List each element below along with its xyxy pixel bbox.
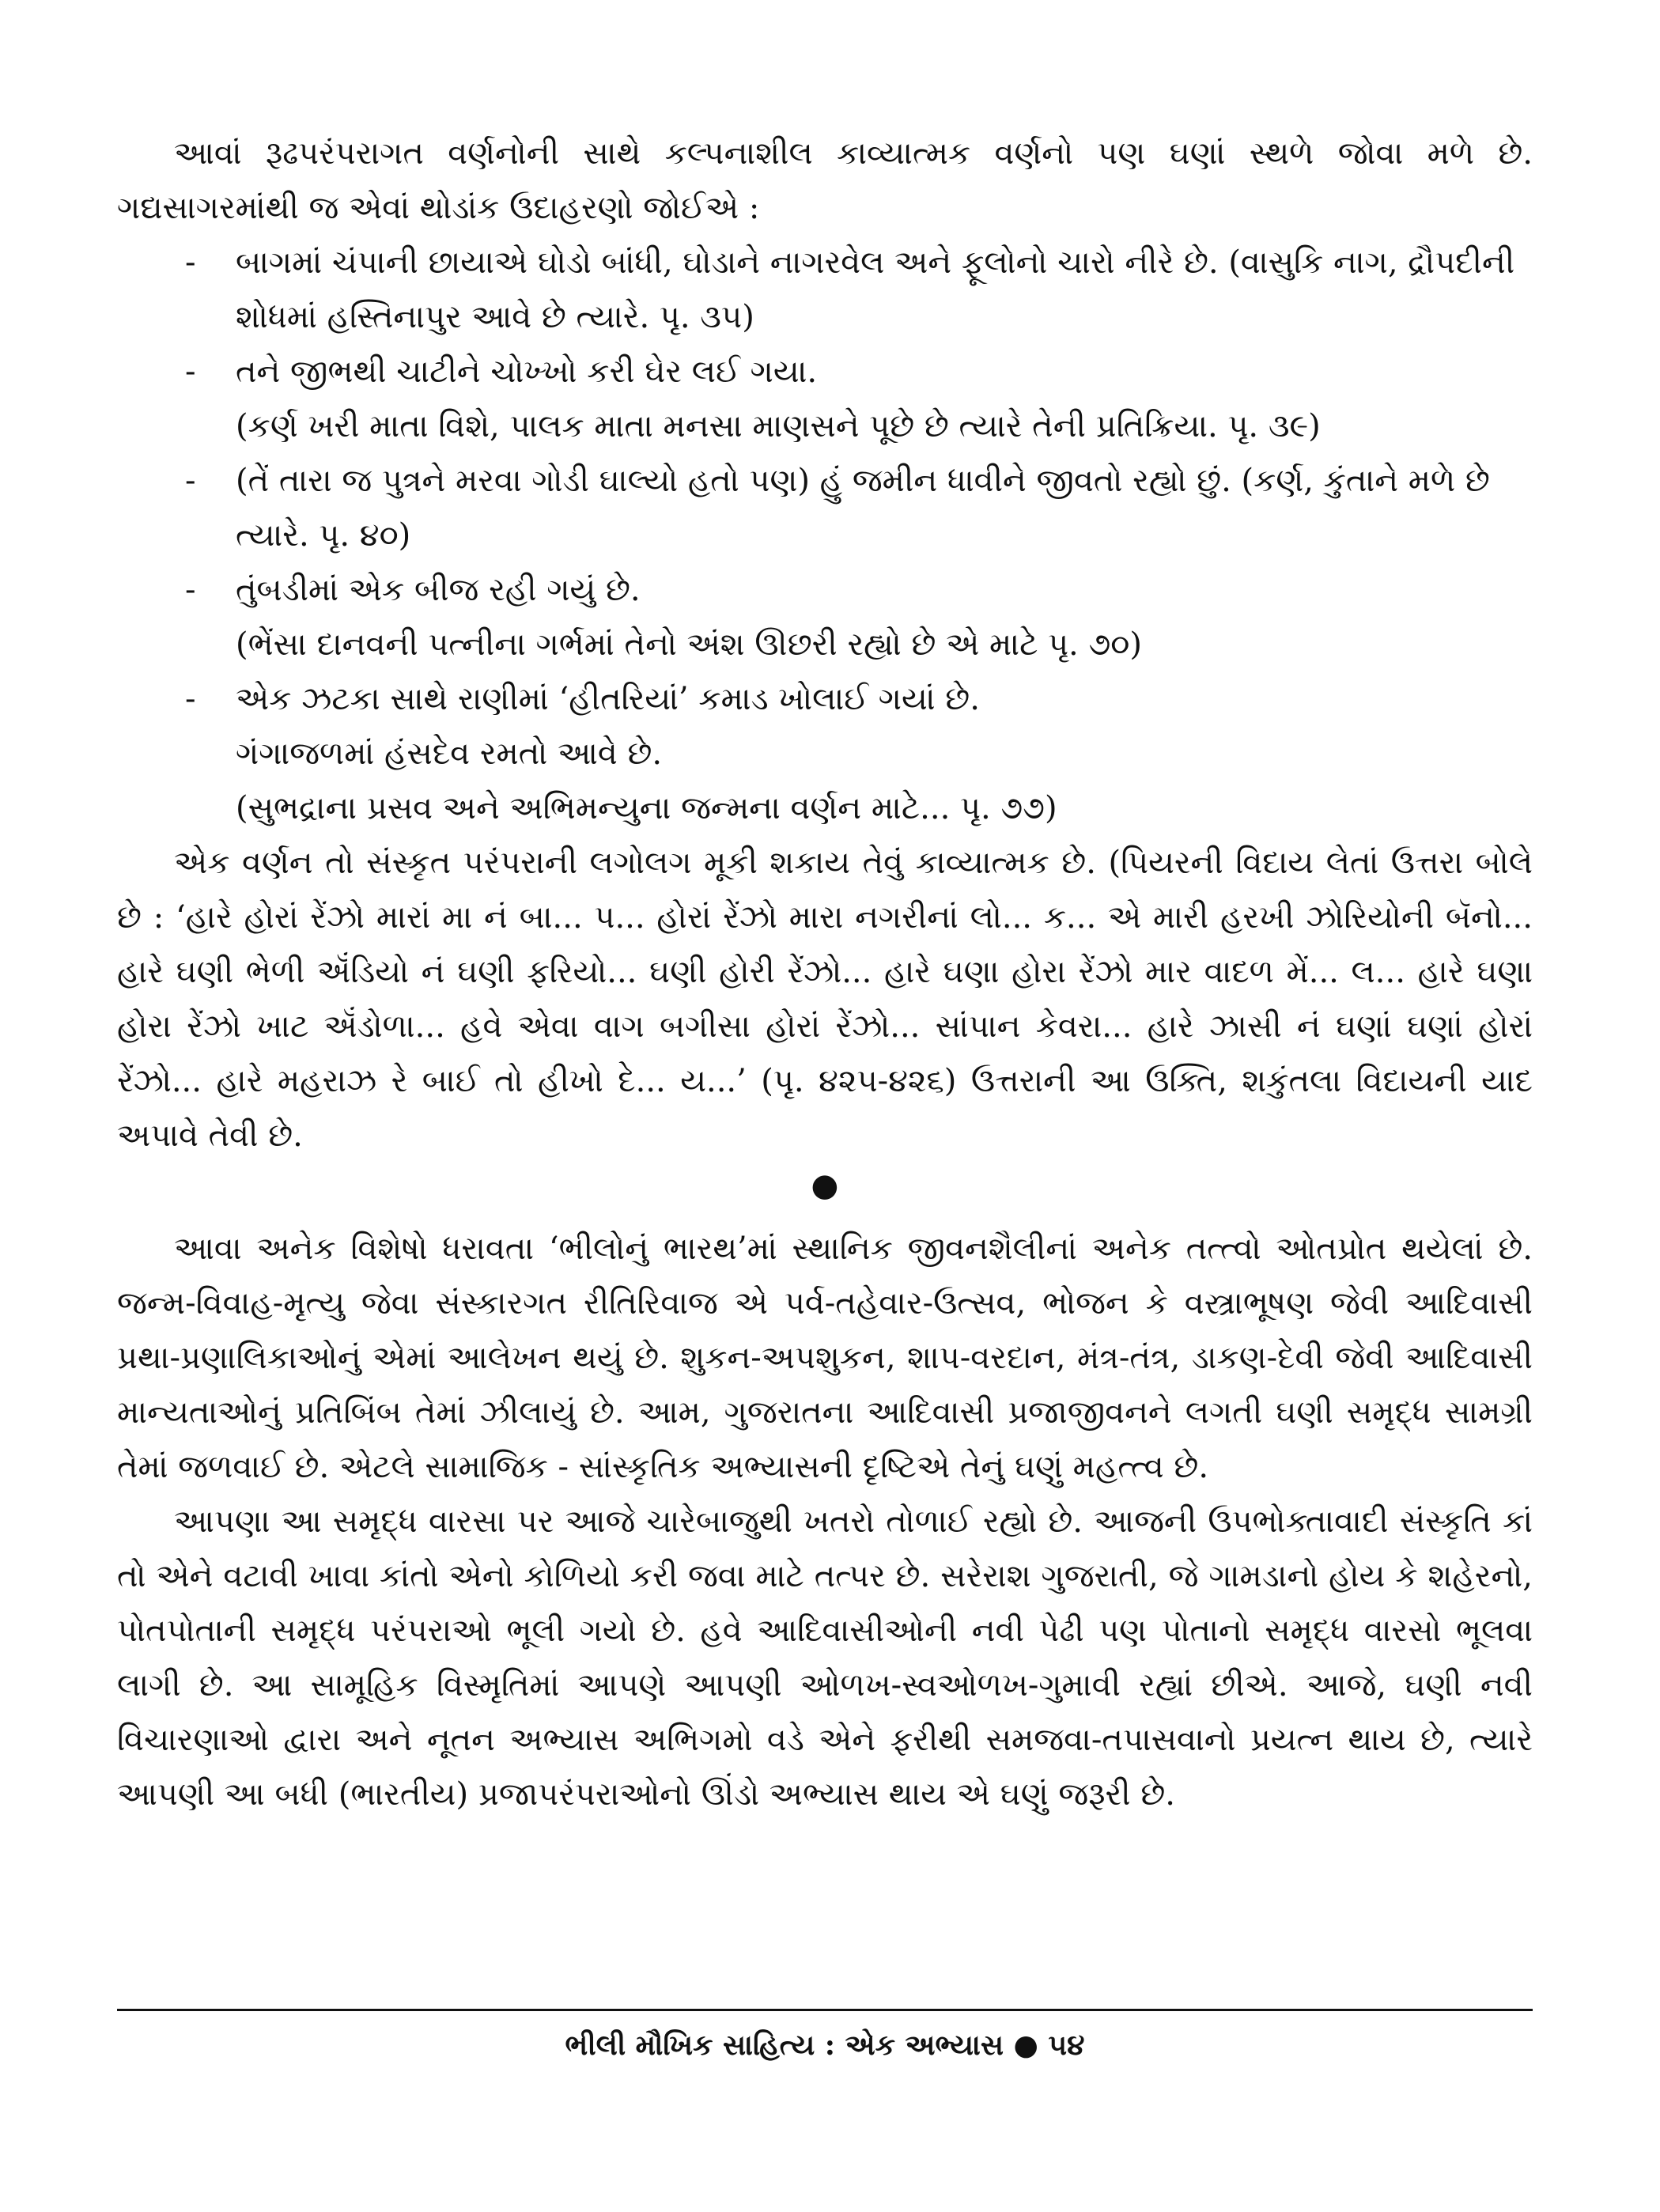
example-line: તુંબડીમાં એક બીજ રહી ગયું છે. <box>236 572 641 608</box>
example-line: એક ઝટકા સાથે રાણીમાં ‘હીતરિયાં’ કમાડ ખોલાઈ ગયાં છે. <box>236 681 980 717</box>
closing-paragraph-2: આપણા આ સમૃદ્ધ વારસા પર આજે ચારેબાજુથી ખતરો તોળાઈ રહ્યો છે. આજની ઉપભોક્તાવાદી સંસ્કૃતિ કાં તો એને વટાવી ખાવા કાંતો એનો કોળિયો કરી જવા માટે તત્પર છે. સરેરાશ ગુજરાતી, જે ગામડાનો હોય કે શહેરનો, પોતપોતાની સમૃદ્ધ પરંપરાઓ ભૂલી ગયો છે. હવે આદિવાસીઓની નવી પેઢી પણ પોતાનો સમૃદ્ધ વારસો ભૂલવા લાગી છે. આ સામૂહિક વિસ્મૃતિમાં આપણે આપણી ઓળખ-સ્વઓળખ-ગુમાવી રહ્યાં છીએ. આજે, ઘણી નવી વિચારણાઓ દ્વારા અને નૂતન અભ્યાસ અભિગમો વડે એને ફરીથી સમજવા-તપાસવાનો પ્રયત્ન થાય છે, ત્યારે આપણી આ બધી (ભારતીય) પ્રજાપરંપરાઓનો ઊંડો અભ્યાસ થાય એ ઘણું જરૂરી છે. <box>117 1503 1533 1813</box>
page-footer: ભીલી મૌખિક સાહિત્ય : એક અભ્યાસ ● ૫૪ <box>565 2029 1085 2062</box>
example-line: બાગમાં ચંપાની છાયાએ ઘોડો બાંધી, ઘોડાને નાગરવેલ અને ફૂલોનો ચારો નીરે છે. (વાસુકિ નાગ, દ્રૌપદીની શોધમાં હસ્તિનાપુર આવે છે ત્યારે. પૃ. ૩૫) <box>236 244 1515 335</box>
example-item <box>117 672 1533 836</box>
example-line: (ભેંસા દાનવની પત્નીના ગર્ભમાં તેનો અંશ ઊછરી રહ્યો છે એ માટે પૃ. ૭૦) <box>236 626 1142 663</box>
intro-paragraph: આવાં રૂઢપરંપરાગત વર્ણનોની સાથે કલ્પનાશીલ કાવ્યાત્મક વર્ણનો પણ ઘણાં સ્થળે જોવા મળે છે. ગદ્યસાગરમાંથી જ એવાં થોડાંક ઉદાહરણો જોઈએ : <box>117 135 1533 226</box>
example-item <box>117 345 1533 454</box>
example-line: તને જીભથી ચાટીને ચોખ્ખો કરી ઘેર લઈ ગયા. <box>236 354 818 390</box>
bullet-dash: - <box>185 681 196 717</box>
example-item <box>117 563 1533 672</box>
poetic-paragraph: એક વર્ણન તો સંસ્કૃત પરંપરાની લગોલગ મૂકી શકાય તેવું કાવ્યાત્મક છે. (પિયરની વિદાય લેતાં ઉત્તરા બોલે છે : ‘હારે હોરાં રેંઝો મારાં મા નં બા... પ... હોરાં રેંઝો મારા નગરીનાં લો... ક... એ મારી હરખી ઝોરિયોની બૅનો... હારે ઘણી ભેળી ઍંડિયો નં ઘણી ફરિયો... ઘણી હોરી રેંઝો... હારે ઘણા હોરા રેંઝો માર વાદળ મેં... લ... હારે ઘણા હોરા રેંઝો ખાટ ઍંડોળા... હવે એવા વાગ બગીસા હોરાં રેંઝો... સાંપાન કેવરા... હારે ઝાસી નં ઘણાં ઘણાં હોરાં રેંઝો... હારે મહરાઝ રે બાઈ તો હીખો દે... ય...’ (પૃ. ૪૨૫-૪૨૬) ઉત્તરાની આ ઉક્તિ, શકુંતલા વિદાયની યાદ અપાવે તેવી છે. <box>117 845 1533 1154</box>
example-line: (તેં તારા જ પુત્રને મરવા ગોડી ઘાલ્યો હતો પણ) હું જમીન ધાવીને જીવતો રહ્યો છું. (કર્ણ, કુંતાને મળે છે ત્યારે. પૃ. ૪૦) <box>236 463 1490 554</box>
bullet-dash: - <box>185 244 196 281</box>
example-line: (સુભદ્રાના પ્રસવ અને અભિમન્યુના જન્મના વર્ણન માટે... પૃ. ૭૭) <box>236 790 1057 826</box>
closing-paragraph-1: આવા અનેક વિશેષો ધરાવતા ‘ભીલોનું ભારથ’માં સ્થાનિક જીવનશૈલીનાં અનેક તત્ત્વો ઓતપ્રોત થયેલાં છે. જન્મ-વિવાહ-મૃત્યુ જેવા સંસ્કારગત રીતિરિવાજ એ પર્વ-તહેવાર-ઉત્સવ, ભોજન કે વસ્ત્રાભૂષણ જેવી આદિવાસી પ્રથા-પ્રણાલિકાઓનું એમાં આલેખન થયું છે. શુકન-અપશુકન, શાપ-વરદાન, મંત્ર-તંત્ર, ડાકણ-દેવી જેવી આદિવાસી માન્યતાઓનું પ્રતિબિંબ તેમાં ઝીલાયું છે. આમ, ગુજરાતના આદિવાસી પ્રજાજીવનને લગતી ઘણી સમૃદ્ધ સામગ્રી તેમાં જળવાઈ છે. એટલે સામાજિક - સાંસ્કૃતિક અભ્યાસની દૃષ્ટિએ તેનું ઘણું મહત્ત્વ છે. <box>117 1231 1533 1485</box>
example-line: (કર્ણ ખરી માતા વિશે, પાલક માતા મનસા માણસને પૂછે છે ત્યારે તેની પ્રતિક્રિયા. પૃ. ૩૯) <box>236 408 1321 444</box>
bullet-dash: - <box>185 354 196 390</box>
examples-list <box>117 236 1533 836</box>
page-body <box>117 127 1533 1822</box>
bullet-dash: - <box>185 572 196 608</box>
bullet-dash: - <box>185 463 196 499</box>
footer-rule <box>117 2009 1533 2011</box>
example-line: ગંગાજળમાં હંસદેવ રમતો આવે છે. <box>236 735 663 772</box>
example-item <box>117 236 1533 345</box>
example-item <box>117 454 1533 563</box>
section-separator-dot: ● <box>811 1167 839 1204</box>
